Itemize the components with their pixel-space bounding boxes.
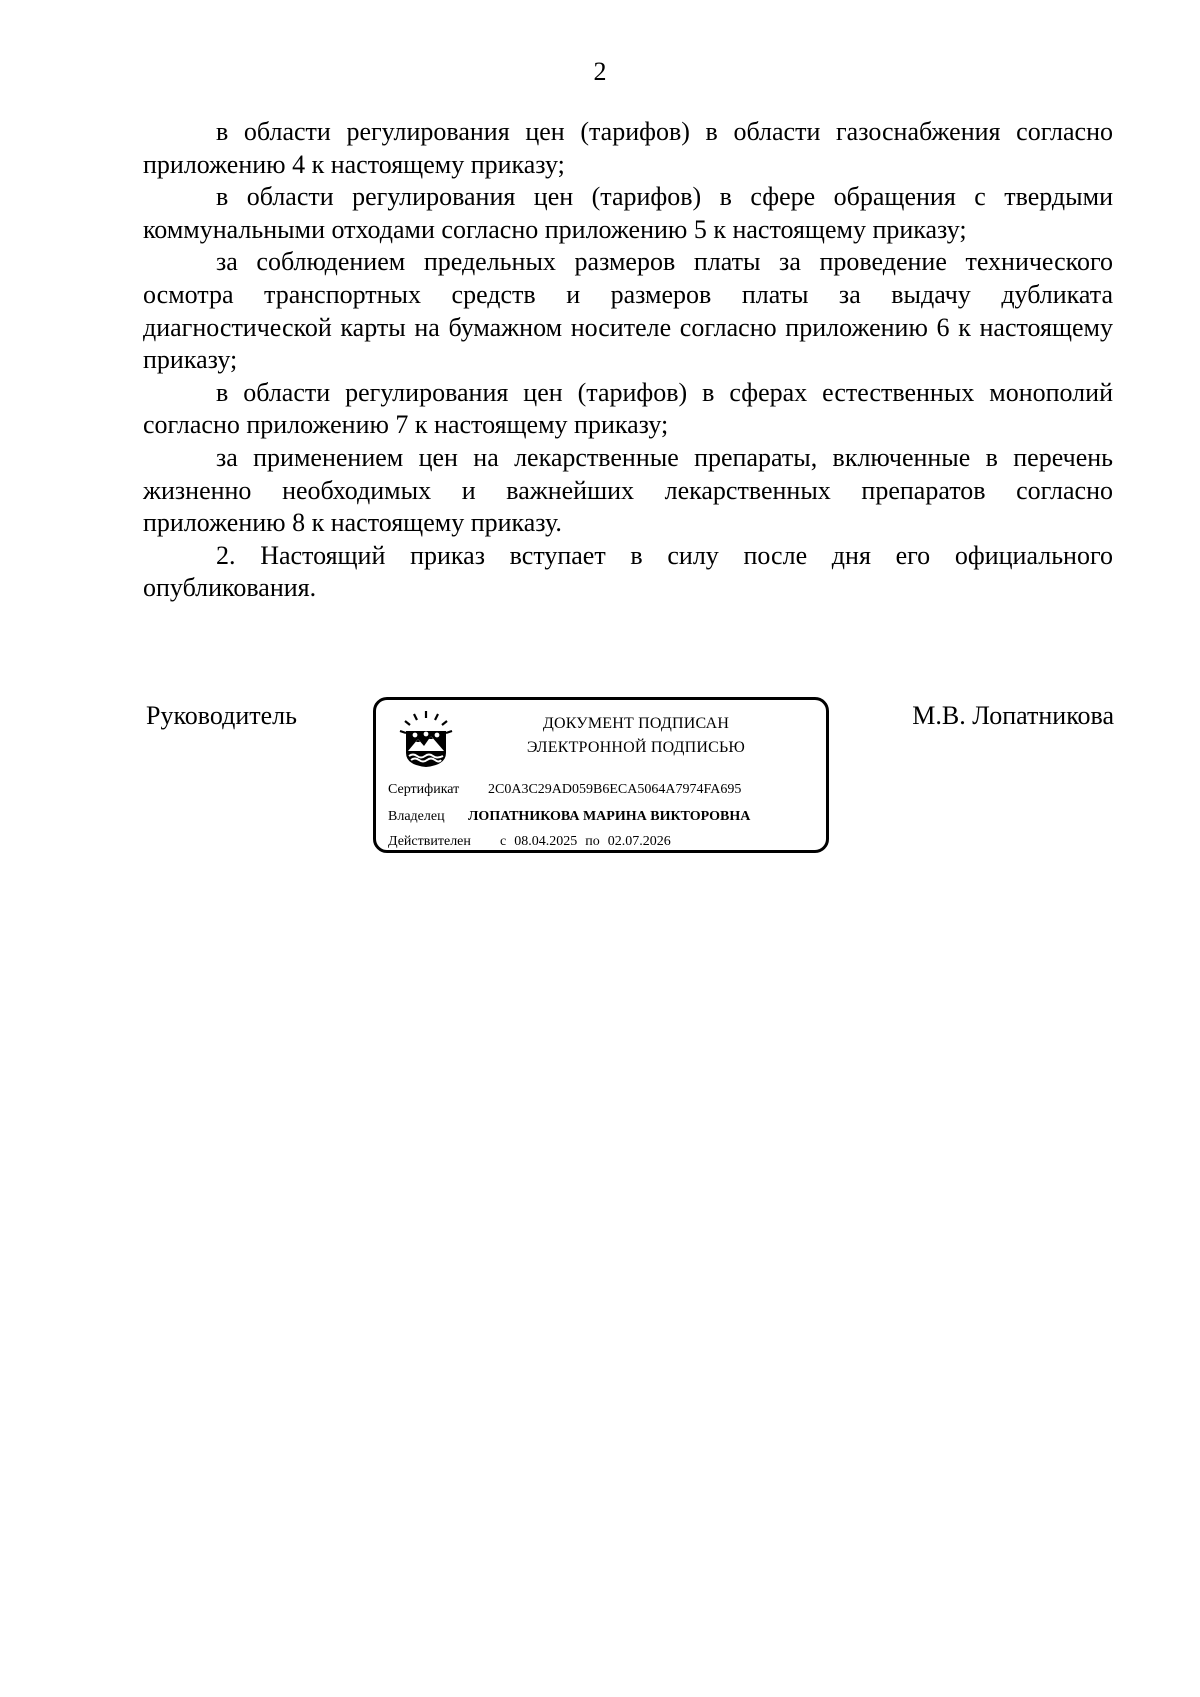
certificate-value: 2C0A3C29AD059B6ECA5064A7974FA695 [488,782,742,797]
certificate-label: Сертификат [388,782,460,797]
stamp-heading-line1: ДОКУМЕНТ ПОДПИСАН [542,715,730,732]
stamp-owner-row [388,808,751,826]
paragraph-vehicle-inspection: за соблюдением предельных размеров платы за проведение технического осмотра транспортных средств и размеров платы за выдачу дубликата диагностической карты на бумажном носителе согласно приложению 6 к настоящему приказу; [143,247,1113,375]
valid-to-date: 02.07.2026 [607,834,671,849]
owner-label: Владелец [388,809,445,824]
paragraph-natural-monopolies: в области регулирования цен (тарифов) в сферах естественных монополий согласно приложению 7 к настоящему приказу; [143,377,1113,440]
stamp-validity-row [388,833,671,851]
owner-value: ЛОПАТНИКОВА МАРИНА ВИКТОРОВНА [468,809,751,824]
stamp-heading [466,712,806,760]
signer-title: Руководитель [146,701,297,730]
electronic-signature-stamp [373,697,829,853]
stamp-certificate-row [388,781,742,799]
document-body [143,116,1113,605]
validity-period [500,833,671,851]
paragraph-gas-supply: в области регулирования цен (тарифов) в области газоснабжения согласно приложению 4 к настоящему приказу; [143,117,1113,179]
valid-from-date: 08.04.2025 [514,834,578,849]
signer-name: М.В. Лопатникова [912,701,1114,730]
regional-coat-of-arms-icon [396,709,456,769]
valid-to-prefix: по [585,834,600,849]
page-number: 2 [593,57,607,86]
paragraph-medicines: за применением цен на лекарственные препараты, включенные в перечень жизненно необходимых и важнейших лекарственных препаратов согласно приложению 8 к настоящему приказу. [143,442,1113,538]
paragraph-effective-date: 2. Настоящий приказ вступает в силу после дня его официального опубликования. [143,540,1113,603]
validity-label: Действителен [388,834,471,849]
paragraph-solid-waste: в области регулирования цен (тарифов) в сфере обращения с твердыми коммунальными отходами согласно приложению 5 к настоящему приказу; [143,182,1113,244]
valid-from-prefix: с [500,834,507,849]
stamp-heading-line2: ЭЛЕКТРОННОЙ ПОДПИСЬЮ [526,739,746,756]
